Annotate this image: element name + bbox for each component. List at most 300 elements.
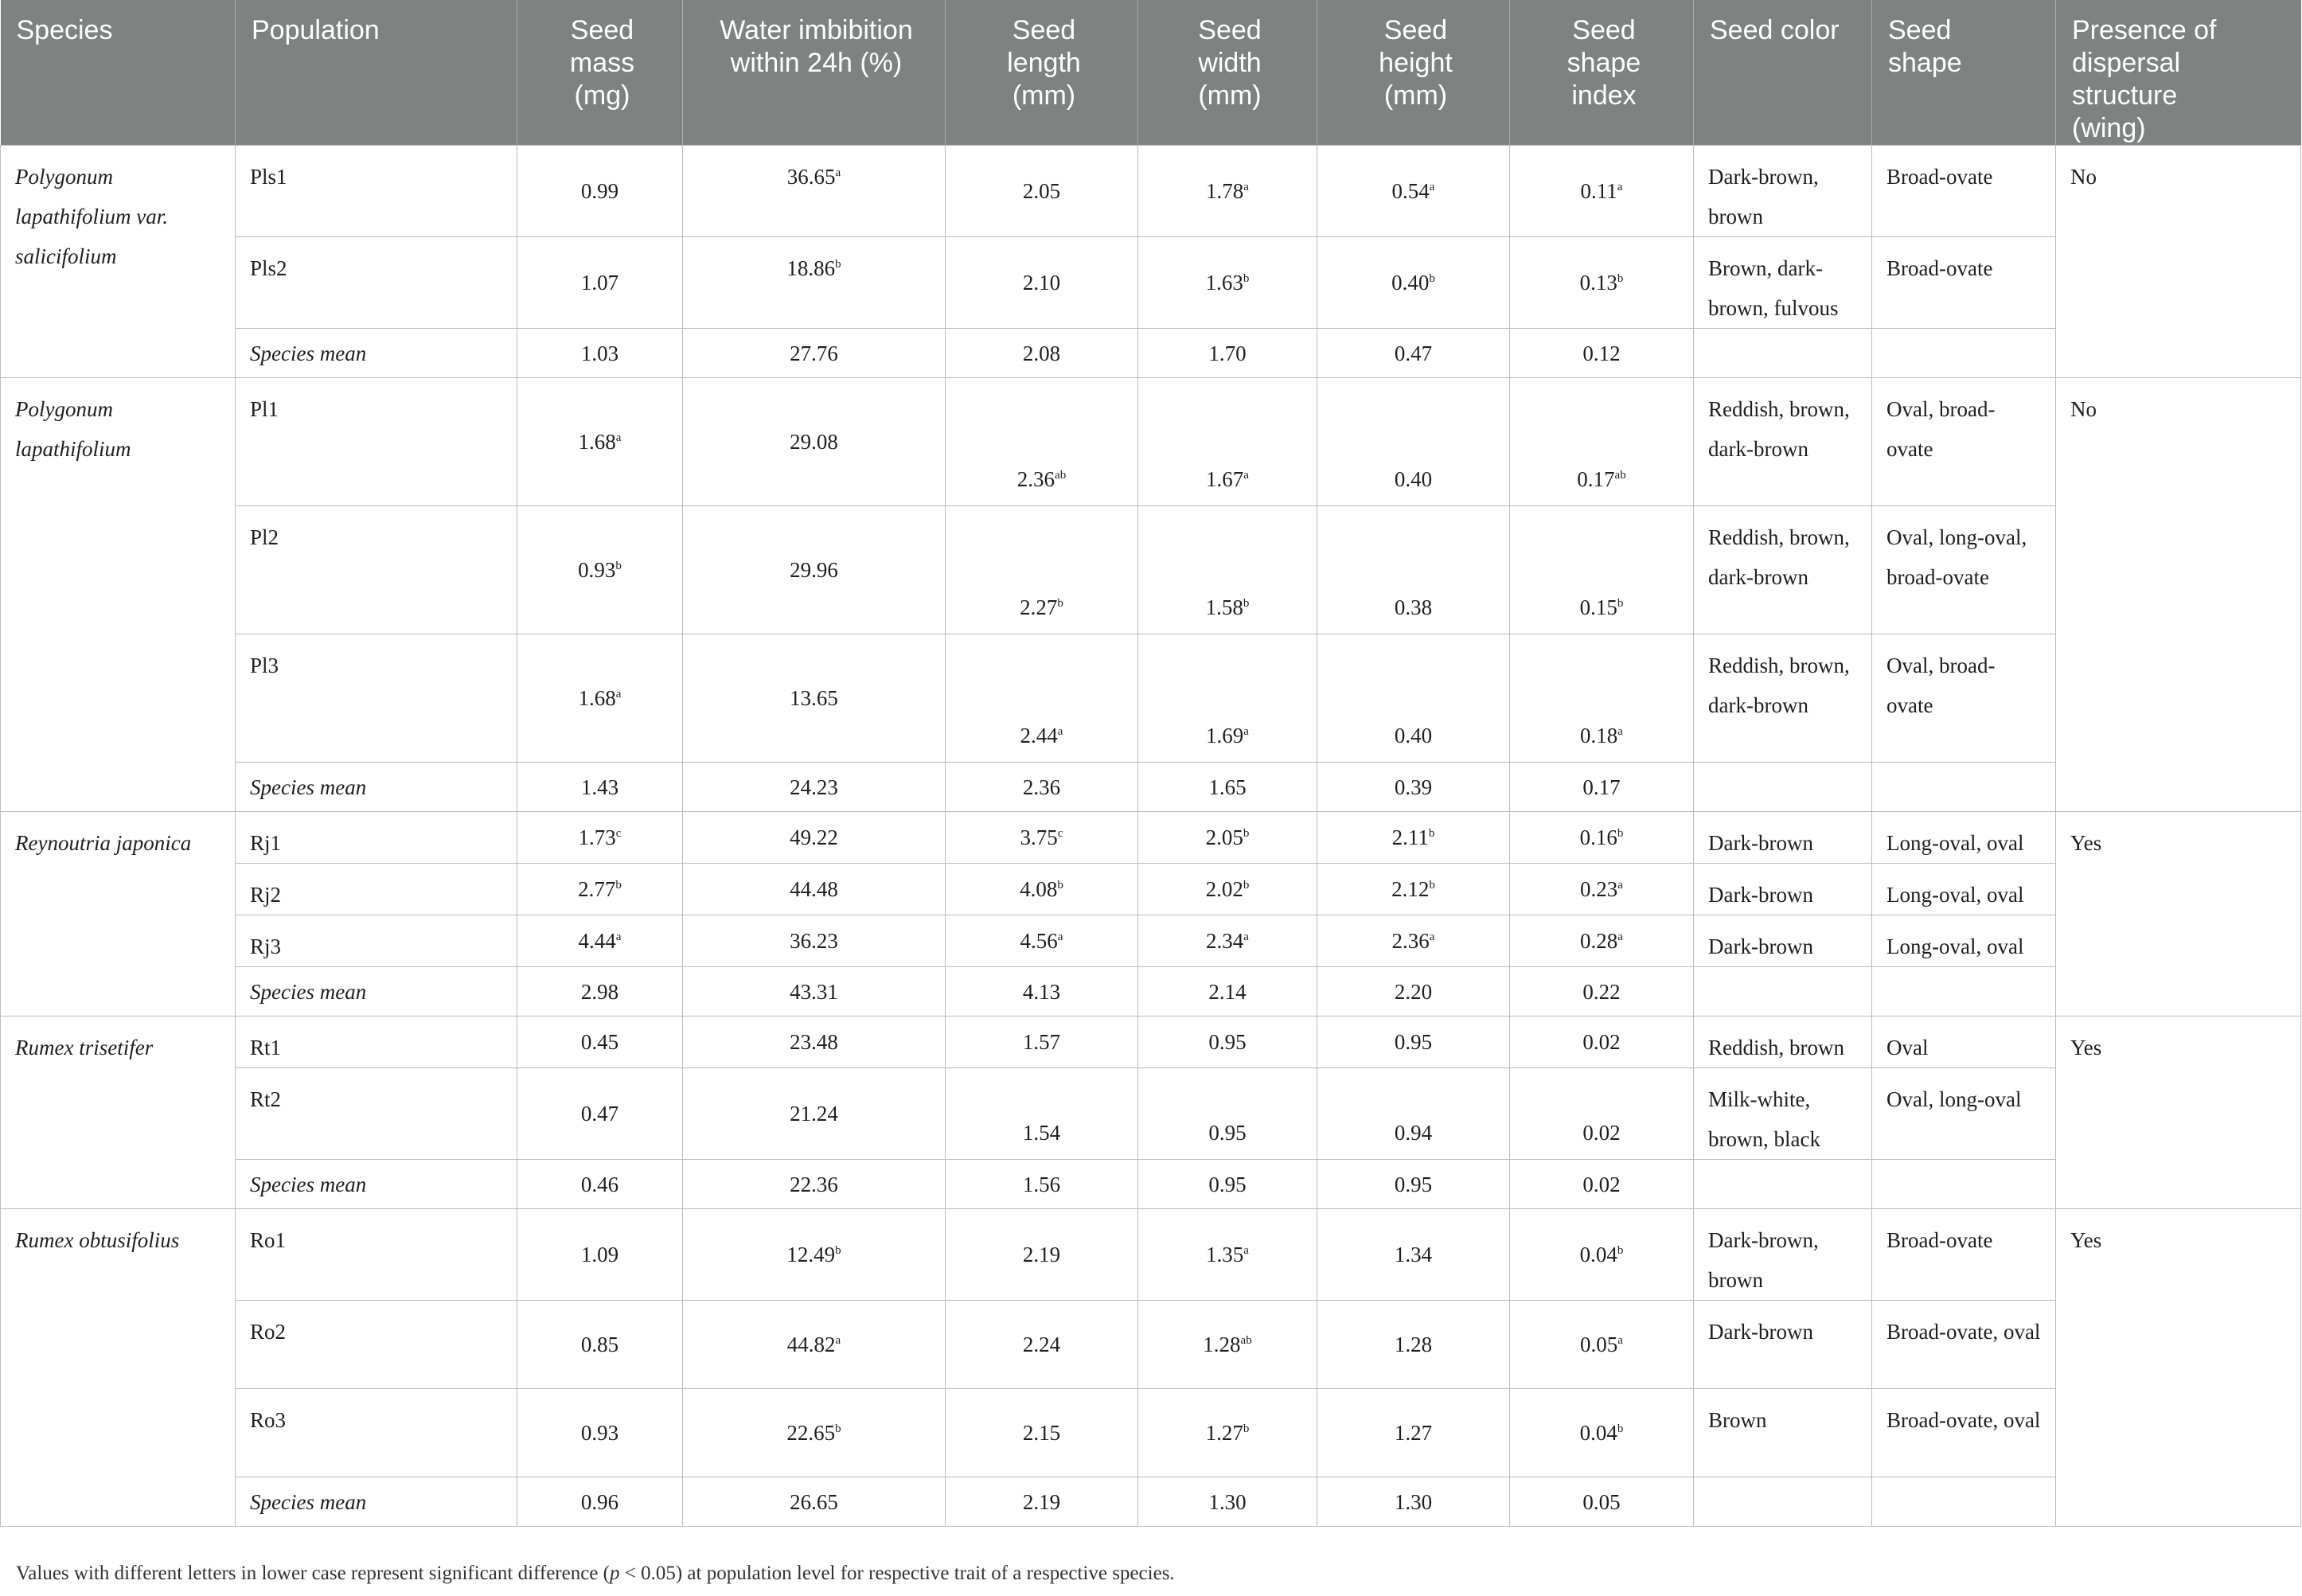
seed-length: [946, 237, 1138, 329]
seed-height-value: 0.40: [1394, 467, 1433, 491]
seed-shape: Oval, long-oval: [1872, 1068, 2056, 1160]
mean-seed-length: 2.36: [946, 763, 1138, 812]
seed-length-value: 1.57: [1022, 1030, 1061, 1054]
seed-mass: [517, 237, 683, 329]
seed-height-value: 2.11: [1391, 825, 1429, 849]
mean-seed-height: 1.30: [1317, 1477, 1510, 1527]
population-id: Rj3: [236, 915, 517, 967]
seed-mass-value: 1.07: [580, 271, 619, 295]
mean-seed-height: 2.20: [1317, 967, 1510, 1017]
seed-shape-index: [1510, 506, 1694, 634]
seed-length-value: 2.15: [1022, 1421, 1061, 1445]
seed-width-value: 2.34: [1206, 929, 1244, 953]
species-mean-label: Species mean: [236, 763, 517, 812]
seed-shape-index: [1510, 1017, 1694, 1068]
mean-seed-shape-index: 0.05: [1510, 1477, 1694, 1527]
dispersal-structure: No: [2056, 378, 2301, 812]
seed-shape: Long-oval, oval: [1872, 812, 2056, 864]
species-name: Reynoutria japonica: [1, 812, 236, 1017]
seed-shape-index: [1510, 146, 1694, 237]
seed-length-significance-letter: a: [1057, 931, 1063, 943]
species-mean-label: Species mean: [236, 1477, 517, 1527]
seed-mass: [517, 812, 683, 864]
seed-color: Reddish, brown, dark-brown: [1694, 506, 1872, 634]
seed-mass: [517, 634, 683, 763]
seed-shape: Oval, long-oval, broad-ovate: [1872, 506, 2056, 634]
seed-color: Dark-brown: [1694, 812, 1872, 864]
table-row: [1, 812, 2301, 864]
mean-seed-length: 4.13: [946, 967, 1138, 1017]
seed-height-significance-letter: b: [1429, 879, 1435, 892]
population-id: Pl1: [236, 378, 517, 506]
mean-seed-length: 2.19: [946, 1477, 1138, 1527]
seed-mass: [517, 915, 683, 967]
seed-mass-value: 1.68: [578, 686, 616, 710]
seed-width-significance-letter: ab: [1240, 1334, 1252, 1347]
seed-shape-index: [1510, 915, 1694, 967]
seed-mass-significance-letter: a: [615, 431, 622, 444]
seed-width: [1138, 1209, 1317, 1301]
water-imbibition: [683, 634, 946, 763]
seed-color: Dark-brown, brown: [1694, 146, 1872, 237]
seed-mass-significance-letter: a: [615, 688, 622, 700]
seed-shape-index-significance-letter: a: [1617, 181, 1623, 193]
seed-height-significance-letter: a: [1429, 181, 1435, 193]
seed-height: [1317, 146, 1510, 237]
seed-length-value: 4.56: [1020, 929, 1058, 953]
table-row: [1, 378, 2301, 506]
seed-mass: [517, 1017, 683, 1068]
header-seed-width: Seed width (mm): [1138, 0, 1317, 146]
seed-shape-index: [1510, 634, 1694, 763]
table-row: [1, 146, 2301, 237]
mean-seed-length: 2.08: [946, 329, 1138, 378]
table-body: [1, 146, 2301, 1527]
water-imbibition-value: 23.48: [790, 1030, 838, 1054]
seed-width-value: 2.02: [1205, 877, 1243, 901]
seed-shape-index: [1510, 1389, 1694, 1477]
seed-length-value: 2.24: [1022, 1333, 1061, 1356]
seed-width-value: 1.67: [1206, 467, 1244, 491]
population-id: Pls2: [236, 237, 517, 329]
water-imbibition-value: 36.23: [790, 929, 838, 953]
seed-shape-index-value: 0.23: [1580, 877, 1618, 901]
seed-width-value: 1.63: [1205, 271, 1243, 295]
table-row: [1, 915, 2301, 967]
seed-shape-index-significance-letter: b: [1617, 597, 1624, 610]
mean-seed-length: 1.56: [946, 1160, 1138, 1209]
seed-mass-value: 0.93: [580, 1421, 619, 1445]
dispersal-structure: Yes: [2056, 812, 2301, 1017]
seed-mass-value: 0.99: [580, 179, 619, 203]
seed-shape-index: [1510, 1068, 1694, 1160]
seed-height-value: 0.54: [1391, 179, 1430, 203]
seed-shape-index-value: 0.28: [1580, 929, 1618, 953]
seed-height: [1317, 1068, 1510, 1160]
seed-length-significance-letter: ab: [1055, 469, 1067, 482]
seed-length: [946, 1068, 1138, 1160]
header-population: Population: [236, 0, 517, 146]
seed-shape-index-significance-letter: b: [1617, 827, 1624, 840]
seed-mass: [517, 1301, 683, 1389]
seed-mass-value: 0.47: [580, 1102, 619, 1126]
species-mean-label: Species mean: [236, 1160, 517, 1209]
mean-seed-shape-empty: [1872, 1477, 2056, 1527]
seed-mass: [517, 1389, 683, 1477]
water-imbibition: [683, 1209, 946, 1301]
seed-shape-index-value: 0.17: [1577, 467, 1615, 491]
water-imbibition: [683, 1301, 946, 1389]
seed-length: [946, 506, 1138, 634]
seed-shape: Broad-ovate: [1872, 146, 2056, 237]
seed-width-value: 1.28: [1203, 1333, 1241, 1356]
water-imbibition: [683, 812, 946, 864]
seed-shape-index-significance-letter: a: [1617, 931, 1623, 943]
dispersal-structure: No: [2056, 146, 2301, 378]
mean-seed-mass: 1.43: [517, 763, 683, 812]
seed-shape-index-significance-letter: ab: [1614, 469, 1626, 482]
seed-width-significance-letter: b: [1243, 827, 1250, 840]
water-imbibition-significance-letter: a: [835, 1334, 841, 1347]
mean-seed-shape-index: 0.12: [1510, 329, 1694, 378]
mean-seed-color-empty: [1694, 329, 1872, 378]
seed-mass-value: 1.73: [578, 825, 616, 849]
mean-seed-height: 0.95: [1317, 1160, 1510, 1209]
seed-mass: [517, 864, 683, 915]
mean-seed-shape-empty: [1872, 763, 2056, 812]
seed-length: [946, 1209, 1138, 1301]
seed-height-value: 1.34: [1394, 1243, 1433, 1266]
population-id: Ro2: [236, 1301, 517, 1389]
seed-length-significance-letter: c: [1057, 827, 1063, 840]
species-mean-row: [1, 1160, 2301, 1209]
footnote-text-before: Values with different letters in lower case represent significant difference (: [16, 1563, 610, 1584]
seed-height: [1317, 812, 1510, 864]
header-water-imbibition: Water imbibition within 24h (%): [683, 0, 946, 146]
seed-length-value: 2.10: [1022, 271, 1061, 295]
water-imbibition: [683, 1068, 946, 1160]
mean-seed-shape-index: 0.02: [1510, 1160, 1694, 1209]
header-seed-height: Seed height (mm): [1317, 0, 1510, 146]
seed-height-value: 0.40: [1394, 724, 1433, 747]
seed-width-significance-letter: a: [1243, 725, 1249, 738]
seed-length: [946, 915, 1138, 967]
seed-height-value: 2.12: [1391, 877, 1430, 901]
water-imbibition-value: 12.49: [786, 1243, 836, 1266]
mean-seed-mass: 0.96: [517, 1477, 683, 1527]
seed-height: [1317, 237, 1510, 329]
seed-width-significance-letter: b: [1243, 1422, 1250, 1435]
seed-height-value: 2.36: [1391, 929, 1430, 953]
seed-height-significance-letter: b: [1429, 272, 1435, 285]
seed-width: [1138, 915, 1317, 967]
seed-width: [1138, 812, 1317, 864]
seed-width: [1138, 237, 1317, 329]
seed-length: [946, 1389, 1138, 1477]
seed-width-value: 1.78: [1206, 179, 1244, 203]
seed-length-value: 2.44: [1020, 724, 1058, 747]
seed-mass-significance-letter: a: [615, 931, 622, 943]
mean-water-imbibition: 26.65: [683, 1477, 946, 1527]
table-row: [1, 864, 2301, 915]
seed-width-value: 0.95: [1208, 1121, 1247, 1145]
species-mean-label: Species mean: [236, 329, 517, 378]
seed-width: [1138, 864, 1317, 915]
seed-height-significance-letter: b: [1428, 827, 1435, 840]
seed-height: [1317, 506, 1510, 634]
seed-shape-index-significance-letter: b: [1617, 1244, 1624, 1257]
seed-color: Dark-brown: [1694, 864, 1872, 915]
seed-width-significance-letter: b: [1243, 879, 1250, 892]
seed-shape-index-significance-letter: a: [1617, 1334, 1623, 1347]
seed-mass: [517, 1068, 683, 1160]
seed-width: [1138, 634, 1317, 763]
seed-shape-index: [1510, 1301, 1694, 1389]
seed-width: [1138, 506, 1317, 634]
water-imbibition-value: 22.65: [786, 1421, 836, 1445]
water-imbibition: [683, 1389, 946, 1477]
seed-length: [946, 1017, 1138, 1068]
seed-height: [1317, 1389, 1510, 1477]
seed-shape-index-value: 0.13: [1579, 271, 1617, 295]
seed-shape-index: [1510, 378, 1694, 506]
seed-width: [1138, 1301, 1317, 1389]
table-row: [1, 1068, 2301, 1160]
seed-color: Milk-white, brown, black: [1694, 1068, 1872, 1160]
header-dispersal-structure: Presence of dispersal structure (wing): [2056, 0, 2301, 146]
mean-water-imbibition: 27.76: [683, 329, 946, 378]
mean-seed-shape-empty: [1872, 967, 2056, 1017]
population-id: Rj1: [236, 812, 517, 864]
mean-seed-width: 1.70: [1138, 329, 1317, 378]
water-imbibition-value: 21.24: [790, 1102, 838, 1126]
seed-mass-value: 0.85: [580, 1333, 619, 1356]
table-row: [1, 634, 2301, 763]
seed-width-significance-letter: a: [1243, 181, 1249, 193]
seed-height-value: 1.27: [1394, 1421, 1433, 1445]
seed-width-value: 1.35: [1206, 1243, 1244, 1266]
water-imbibition: [683, 506, 946, 634]
water-imbibition: [683, 237, 946, 329]
seed-height-significance-letter: a: [1429, 931, 1435, 943]
mean-seed-width: 2.14: [1138, 967, 1317, 1017]
seed-length: [946, 1301, 1138, 1389]
seed-length: [946, 634, 1138, 763]
mean-seed-mass: 2.98: [517, 967, 683, 1017]
population-id: Rj2: [236, 864, 517, 915]
seed-mass-significance-letter: b: [615, 560, 622, 572]
seed-shape-index-value: 0.16: [1579, 825, 1617, 849]
seed-width-significance-letter: a: [1243, 931, 1249, 943]
seed-mass-value: 0.45: [580, 1030, 619, 1054]
seed-width: [1138, 1389, 1317, 1477]
seed-height-value: 0.95: [1394, 1030, 1433, 1054]
species-name: Rumex trisetifer: [1, 1017, 236, 1209]
seed-mass-significance-letter: c: [615, 827, 622, 840]
seed-width: [1138, 146, 1317, 237]
seed-width: [1138, 378, 1317, 506]
seed-shape: Broad-ovate, oval: [1872, 1301, 2056, 1389]
dispersal-structure: Yes: [2056, 1209, 2301, 1527]
water-imbibition-value: 44.82: [786, 1333, 836, 1356]
water-imbibition-significance-letter: b: [835, 1244, 841, 1257]
header-seed-shape: Seed shape: [1872, 0, 2056, 146]
seed-width-value: 1.58: [1205, 595, 1243, 619]
seed-shape-index-value: 0.15: [1579, 595, 1617, 619]
mean-seed-shape-index: 0.22: [1510, 967, 1694, 1017]
seed-mass-value: 0.93: [578, 558, 616, 582]
seed-shape: Long-oval, oval: [1872, 864, 2056, 915]
seed-mass-value: 1.09: [580, 1243, 619, 1266]
mean-seed-height: 0.47: [1317, 329, 1510, 378]
table-row: [1, 1301, 2301, 1389]
seed-length-value: 4.08: [1020, 877, 1058, 901]
table-row: [1, 506, 2301, 634]
species-mean-label: Species mean: [236, 967, 517, 1017]
seed-height: [1317, 1301, 1510, 1389]
water-imbibition-significance-letter: a: [835, 166, 841, 179]
seed-color: Reddish, brown, dark-brown: [1694, 634, 1872, 763]
seed-shape: Long-oval, oval: [1872, 915, 2056, 967]
table-row: [1, 1209, 2301, 1301]
seed-width-value: 1.69: [1206, 724, 1244, 747]
water-imbibition: [683, 864, 946, 915]
seed-mass-value: 4.44: [578, 929, 616, 953]
seed-mass: [517, 506, 683, 634]
seed-color: Dark-brown: [1694, 915, 1872, 967]
seed-height: [1317, 864, 1510, 915]
seed-mass: [517, 146, 683, 237]
water-imbibition-value: 44.48: [790, 877, 838, 901]
mean-water-imbibition: 24.23: [683, 763, 946, 812]
species-mean-row: [1, 1477, 2301, 1527]
population-id: Ro3: [236, 1389, 517, 1477]
seed-color: Brown: [1694, 1389, 1872, 1477]
species-name: Polygonum lapathifolium var. salicifolium: [1, 146, 236, 378]
water-imbibition-value: 36.65: [786, 165, 836, 189]
header-species: Species: [1, 0, 236, 146]
water-imbibition-value: 13.65: [790, 686, 838, 710]
population-id: Ro1: [236, 1209, 517, 1301]
seed-color: Dark-brown, brown: [1694, 1209, 1872, 1301]
seed-length: [946, 146, 1138, 237]
seed-length-significance-letter: b: [1057, 879, 1063, 892]
dispersal-structure: Yes: [2056, 1017, 2301, 1209]
table-footnote: [16, 1563, 1175, 1585]
seed-shape-index-significance-letter: b: [1617, 272, 1624, 285]
mean-water-imbibition: 43.31: [683, 967, 946, 1017]
seed-width: [1138, 1068, 1317, 1160]
seed-length-value: 2.05: [1022, 179, 1061, 203]
seed-shape-index-value: 0.05: [1580, 1333, 1618, 1356]
seed-width-value: 2.05: [1205, 825, 1243, 849]
seed-color: Reddish, brown: [1694, 1017, 1872, 1068]
mean-seed-mass: 0.46: [517, 1160, 683, 1209]
header-seed-length: Seed length (mm): [946, 0, 1138, 146]
seed-length-significance-letter: a: [1057, 725, 1063, 738]
water-imbibition-value: 49.22: [790, 825, 838, 849]
table-row: [1, 1389, 2301, 1477]
water-imbibition: [683, 1017, 946, 1068]
mean-seed-mass: 1.03: [517, 329, 683, 378]
mean-seed-width: 0.95: [1138, 1160, 1317, 1209]
seed-shape-index-value: 0.02: [1582, 1121, 1621, 1145]
seed-shape-index: [1510, 812, 1694, 864]
seed-length-value: 2.27: [1020, 595, 1058, 619]
population-id: Pl3: [236, 634, 517, 763]
seed-width-significance-letter: b: [1243, 272, 1250, 285]
mean-seed-color-empty: [1694, 967, 1872, 1017]
water-imbibition: [683, 378, 946, 506]
header-seed-shape-index: Seed shape index: [1510, 0, 1694, 146]
seed-width-significance-letter: a: [1243, 469, 1249, 482]
mean-seed-color-empty: [1694, 763, 1872, 812]
seed-shape-index-value: 0.02: [1582, 1030, 1621, 1054]
seed-height-value: 0.94: [1394, 1121, 1433, 1145]
population-id: Pls1: [236, 146, 517, 237]
header-row: [1, 0, 2301, 146]
seed-shape: Broad-ovate: [1872, 1209, 2056, 1301]
seed-height: [1317, 1017, 1510, 1068]
seed-mass: [517, 1209, 683, 1301]
mean-seed-width: 1.65: [1138, 763, 1317, 812]
water-imbibition: [683, 146, 946, 237]
mean-water-imbibition: 22.36: [683, 1160, 946, 1209]
water-imbibition-significance-letter: b: [835, 258, 841, 271]
seed-width-significance-letter: a: [1243, 1244, 1249, 1257]
seed-shape: Broad-ovate: [1872, 237, 2056, 329]
seed-shape: Oval: [1872, 1017, 2056, 1068]
table-row: [1, 1017, 2301, 1068]
seed-height: [1317, 1209, 1510, 1301]
seed-shape-index-significance-letter: a: [1617, 879, 1623, 892]
water-imbibition-significance-letter: b: [835, 1422, 841, 1435]
water-imbibition: [683, 915, 946, 967]
seed-length-value: 3.75: [1020, 825, 1058, 849]
seed-shape: Broad-ovate, oval: [1872, 1389, 2056, 1477]
seed-width-significance-letter: b: [1243, 597, 1250, 610]
water-imbibition-value: 29.96: [790, 558, 838, 582]
population-id: Rt2: [236, 1068, 517, 1160]
water-imbibition-value: 29.08: [790, 430, 838, 454]
header-seed-color: Seed color: [1694, 0, 1872, 146]
mean-seed-shape-index: 0.17: [1510, 763, 1694, 812]
seed-height-value: 0.38: [1394, 595, 1433, 619]
mean-seed-shape-empty: [1872, 329, 2056, 378]
seed-mass-significance-letter: b: [615, 879, 622, 892]
seed-mass-value: 1.68: [578, 430, 616, 454]
seed-shape-index-value: 0.18: [1580, 724, 1618, 747]
seed-mass: [517, 378, 683, 506]
seed-height-value: 0.40: [1391, 271, 1430, 295]
seed-shape-index-value: 0.04: [1579, 1421, 1617, 1445]
seed-color: Reddish, brown, dark-brown: [1694, 378, 1872, 506]
seed-shape-index: [1510, 237, 1694, 329]
population-id: Pl2: [236, 506, 517, 634]
footnote-p-symbol: p: [610, 1563, 620, 1584]
table-row: [1, 237, 2301, 329]
population-id: Rt1: [236, 1017, 517, 1068]
seed-length: [946, 812, 1138, 864]
seed-shape-index-significance-letter: a: [1617, 725, 1623, 738]
seed-width-value: 0.95: [1208, 1030, 1247, 1054]
seed-color: Brown, dark-brown, fulvous: [1694, 237, 1872, 329]
species-mean-row: [1, 329, 2301, 378]
seed-length-value: 1.54: [1022, 1121, 1061, 1145]
species-name: Rumex obtusifolius: [1, 1209, 236, 1527]
seed-color: Dark-brown: [1694, 1301, 1872, 1389]
seed-length: [946, 864, 1138, 915]
